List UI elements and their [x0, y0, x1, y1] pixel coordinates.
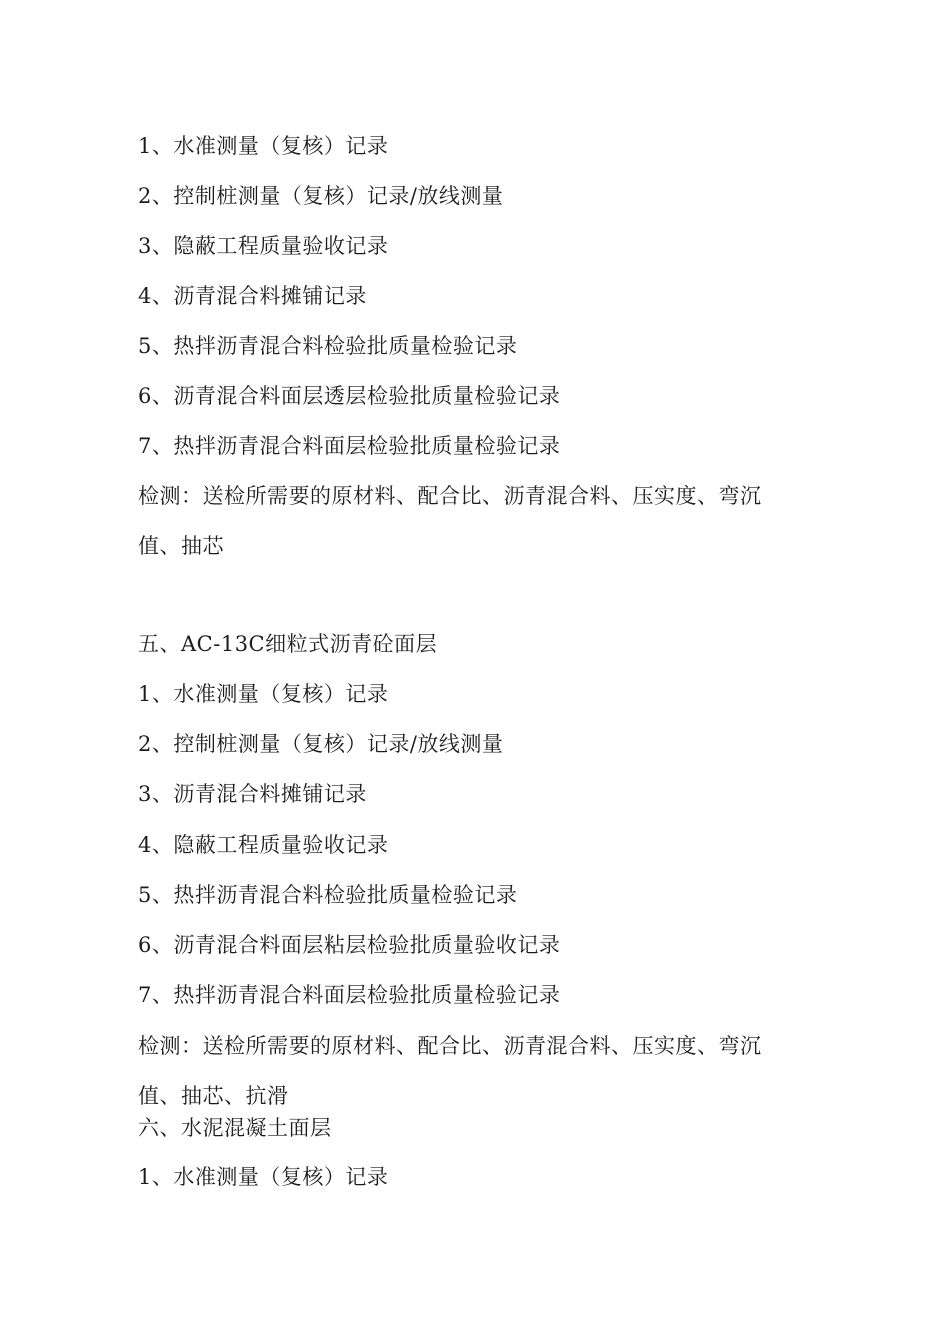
list-item: 1、水准测量（复核）记录 — [138, 1165, 389, 1189]
testing-note: 检测：送检所需要的原材料、配合比、沥青混合料、压实度、弯沉 — [138, 484, 762, 508]
section-heading: 五、AC-13C细粒式沥青砼面层 — [138, 632, 438, 656]
list-item: 3、沥青混合料摊铺记录 — [138, 782, 367, 806]
list-item: 7、热拌沥青混合料面层检验批质量检验记录 — [138, 434, 561, 458]
list-item: 5、热拌沥青混合料检验批质量检验记录 — [138, 334, 518, 358]
list-item: 6、沥青混合料面层粘层检验批质量验收记录 — [138, 933, 561, 957]
list-item: 4、隐蔽工程质量验收记录 — [138, 833, 389, 857]
list-item: 1、水准测量（复核）记录 — [138, 682, 389, 706]
list-item: 4、沥青混合料摊铺记录 — [138, 284, 367, 308]
list-item: 5、热拌沥青混合料检验批质量检验记录 — [138, 883, 518, 907]
testing-note-continued: 值、抽芯 — [138, 534, 224, 558]
list-item: 2、控制桩测量（复核）记录/放线测量 — [138, 184, 504, 208]
section-heading: 六、水泥混凝土面层 — [138, 1116, 332, 1140]
list-item: 7、热拌沥青混合料面层检验批质量检验记录 — [138, 983, 561, 1007]
list-item: 6、沥青混合料面层透层检验批质量检验记录 — [138, 384, 561, 408]
list-item: 3、隐蔽工程质量验收记录 — [138, 234, 389, 258]
testing-note: 检测：送检所需要的原材料、配合比、沥青混合料、压实度、弯沉 — [138, 1034, 762, 1058]
list-item: 2、控制桩测量（复核）记录/放线测量 — [138, 732, 504, 756]
testing-note-continued: 值、抽芯、抗滑 — [138, 1084, 289, 1108]
list-item: 1、水准测量（复核）记录 — [138, 134, 389, 158]
